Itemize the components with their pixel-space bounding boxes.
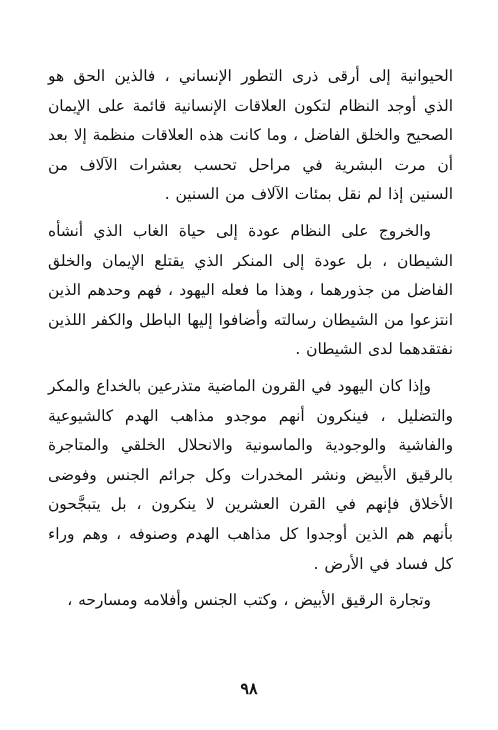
paragraph-2: والخروج على النظام عودة إلى حياة الغاب الذي أنشأه الشيطان ، بل عودة إلى المنكر الذي يقتلع الإيمان والخلق الفاضل من جذورهما ، وهذا ما فعله اليهود ، فهم وحدهم الذين انتزعوا من الشيطان رسالته وأضافوا إليها الباطل والكفر اللذين نفتقدهما لدى الشيطان . (48, 221, 453, 359)
page-number: ٩٨ (240, 679, 258, 698)
paragraph-4: وتجارة الرقيق الأبيض ، وكتب الجنس وأفلامه ومسارحه ، (67, 591, 431, 610)
page-body (48, 62, 453, 616)
paragraph-1: الحيوانية إلى أرقى ذرى التطور الإنساني ، فالذين الحق هو الذي أوجد النظام لتكون العلاقات الإنسانية قائمة على الإيمان الصحيح والخلق الفاضل ، وما كانت هذه العلاقات منظمة إلا بعد أن مرت البشرية في مراحل تحسب بعشرات الآلاف من السنين إذا لم نقل بمئات الآلاف من السنين . (48, 67, 453, 204)
paragraph-3: وإذا كان اليهود في القرون الماضية متذرعين بالخداع والمكر والتضليل ، فينكرون أنهم موجدو مذاهب الهدم كالشيوعية والفاشية والوجودية والماسونية والانحلال الخلقي والمتاجرة بالرقيق الأبيض ونشر المخدرات وكل جرائم الجنس وفوضى الأخلاق فإنهم في القرن العشرين لا ينكرون ، بل يتبجَّحون بأنهم هم الذين أوجدوا كل مذاهب الهدم وصنوفه ، وهم وراء كل فساد في الأرض . (48, 376, 453, 573)
